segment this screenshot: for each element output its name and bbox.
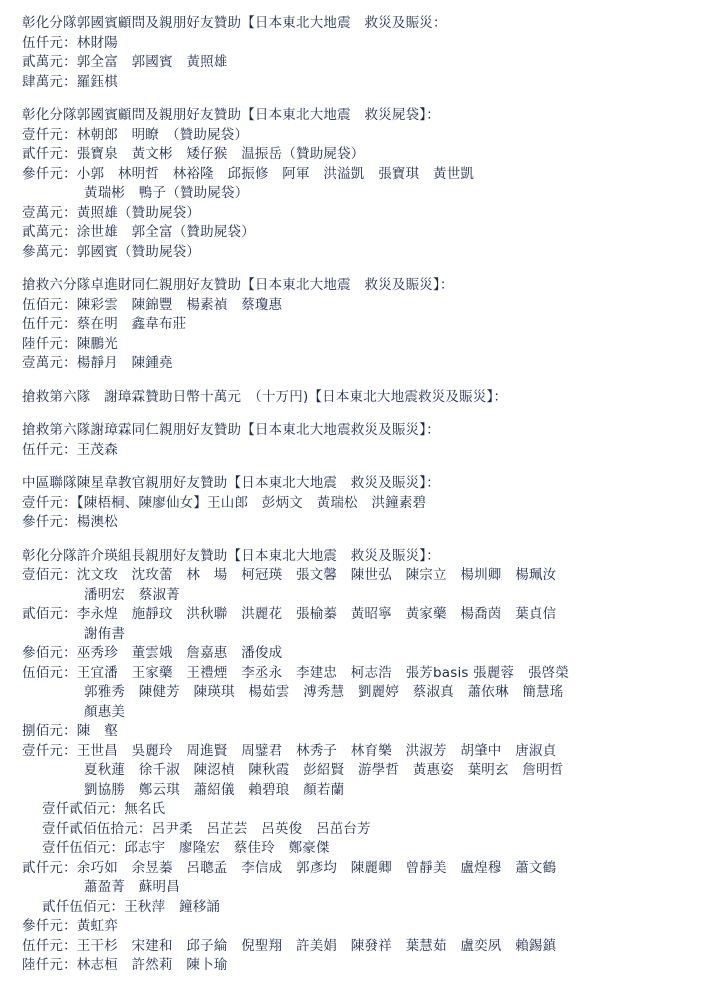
donation-line: 潘明宏 蔡淑菁 bbox=[84, 586, 180, 603]
donation-line: 顏惠美 bbox=[84, 703, 126, 720]
donation-line: 貳仟伍佰元：王秋萍 鐘移誦 bbox=[42, 898, 221, 915]
donation-line: 伍仟元：蔡在明 鑫韋布莊 bbox=[22, 316, 187, 332]
donation-line: 貳仟元：余巧如 余昱蓁 呂聰孟 李信成 郭彥均 陳麗卿 曾靜美 盧煌穆 蕭文鶴 bbox=[22, 859, 557, 876]
block-heading: 中區聯隊陳星韋教官親朋好友贊助【日本東北大地震 救災及賑災】： bbox=[22, 475, 440, 491]
donation-line: 捌佰元：陳 壑 bbox=[22, 723, 118, 739]
donation-line: 伍佰元：陳彩雲 陳錦豐 楊素禎 蔡瓊惠 bbox=[22, 296, 283, 313]
donation-line: 壹仟元：林朝郎 明瞭 （贊助屍袋） bbox=[22, 126, 249, 143]
donation-line: 參萬元：郭國賓（贊助屍袋） bbox=[22, 243, 201, 260]
donation-line: 郭雅秀 陳健芳 陳瑛琪 楊茹雲 溥秀慧 劉麗婷 蔡淑真 蕭依琳 簡慧瑤 bbox=[84, 684, 564, 700]
donation-line: 貳萬元：涂世雄 郭全富（贊助屍袋） bbox=[22, 224, 255, 240]
donation-line: 謝侑書 bbox=[84, 625, 126, 642]
donation-line: 貳萬元：郭全富 郭國賓 黃照雄 bbox=[22, 54, 228, 70]
donation-line: 壹仟元：王世昌 吳麗玲 周進賢 周鐾君 林秀子 林育樂 洪淑芳 胡肇中 唐淑貞 bbox=[22, 742, 557, 759]
donation-line: 伍仟元：王干杉 宋建和 邱子綸 倪聖翔 許美娟 陳發祥 葉慧茹 盧奕夙 賴錫鎮 bbox=[22, 937, 557, 954]
block-zhongqu-chenxingwei bbox=[22, 474, 705, 533]
block-heading: 搶救第六隊 謝璋霖贊助日幣十萬元 （十万円)【日本東北大地震救災及賑災】： bbox=[22, 388, 508, 405]
block-changhua-guoguobin-relief bbox=[22, 14, 705, 92]
donation-line: 陸仟元：林志桓 許然莉 陳卜瑜 bbox=[22, 957, 228, 973]
block-changhua-guoguobin-bodybags bbox=[22, 106, 705, 262]
block-heading: 搶救第六隊謝璋霖同仁親朋好友贊助【日本東北大地震救災及賑災】： bbox=[22, 422, 440, 438]
donation-line: 壹佰元：沈文玫 沈玫蕾 林 場 柯冠瑛 張文馨 陳世弘 陳宗立 楊圳卿 楊珮汝 bbox=[22, 567, 557, 583]
donation-line: 蕭盈菁 蘇明昌 bbox=[84, 879, 180, 895]
donation-line: 參仟元：小郭 林明哲 林裕隆 邱振修 阿軍 洪溢凱 張寶琪 黃世凱 bbox=[22, 165, 475, 182]
donation-line: 參佰元：巫秀珍 董雲娥 詹嘉惠 潘俊成 bbox=[22, 645, 283, 661]
donation-line: 參仟元：黃虹弈 bbox=[22, 918, 118, 934]
block-rescue-six-zhuojincai bbox=[22, 276, 705, 374]
donation-line: 伍仟元：林財陽 bbox=[22, 34, 118, 51]
block-heading: 彰化分隊郭國賓顧問及親朋好友贊助【日本東北大地震 救災屍袋】： bbox=[22, 107, 440, 123]
donation-line: 貳佰元：李永煌 施靜玟 洪秋聯 洪麗花 張榆蓁 黃昭寧 黃家藥 楊喬茵 葉貞信 bbox=[22, 606, 557, 622]
donation-line: 陸仟元：陳鵬光 bbox=[22, 335, 118, 352]
donation-line: 劉協勝 鄭云琪 蕭紹儀 賴碧琅 顏若蘭 bbox=[84, 781, 345, 798]
donation-line: 壹仟伍佰元：邱志宇 廖隆宏 蔡佳玲 鄭豪傑 bbox=[42, 840, 330, 856]
donation-line: 伍仟元：王茂森 bbox=[22, 441, 118, 458]
donation-line: 參仟元：楊澳松 bbox=[22, 514, 118, 530]
block-heading: 彰化分隊郭國賓顧問及親朋好友贊助【日本東北大地震 救災及賑災： bbox=[22, 15, 447, 31]
donation-line: 黃瑞彬 鴨子（贊助屍袋） bbox=[84, 185, 249, 201]
block-changhua-xujieying bbox=[22, 547, 705, 976]
donation-line: 壹仟貳佰元：無名氏 bbox=[42, 801, 166, 817]
block-rescue-six-xiezhanglin-yen bbox=[22, 388, 705, 408]
block-heading: 彰化分隊許介瑛組長親朋好友贊助【日本東北大地震 救災及賑災】： bbox=[22, 547, 440, 564]
donation-line: 貳仟元：張寶泉 黃文彬 矮仔猴 温振岳（贊助屍袋） bbox=[22, 146, 365, 162]
donation-line: 壹萬元：楊靜月 陳鍾堯 bbox=[22, 355, 173, 371]
donation-line: 壹仟貳佰伍拾元：呂尹柔 呂芷芸 呂英俊 呂茁台芳 bbox=[42, 820, 371, 837]
donation-line: 壹萬元：黃照雄（贊助屍袋） bbox=[22, 204, 201, 221]
block-rescue-six-xiezhanglin-friends bbox=[22, 421, 705, 460]
block-heading: 搶救六分隊卓進財同仁親朋好友贊助【日本東北大地震 救災及賑災】： bbox=[22, 277, 454, 293]
donation-line: 夏秋蓮 徐千淑 陳涊楨 陳秋霞 彭紹賢 游學哲 黃惠姿 葉明玄 詹明哲 bbox=[84, 762, 564, 778]
donation-line: 肆萬元：羅鈺棋 bbox=[22, 73, 118, 90]
donation-line: 壹仟元：【陳梧桐、陳廖仙女】王山郎 彭炳文 黃瑞松 洪鐘素碧 bbox=[22, 494, 427, 511]
donation-line: 伍佰元：王宜潘 王家藥 王禮煙 李丞永 李建忠 柯志浩 張芳basis 張麗蓉 張啓榮 bbox=[22, 664, 570, 681]
document-content bbox=[22, 14, 705, 976]
